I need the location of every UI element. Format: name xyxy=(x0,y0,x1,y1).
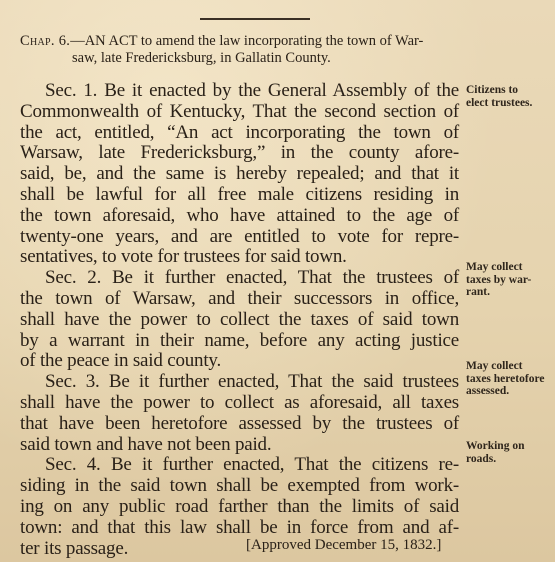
margin-note-line: May collect xyxy=(466,360,523,372)
sec-1-line-5: said, be, and the same is hereby repealed; and that it xyxy=(20,163,459,185)
sec-2-line-4: by a warrant in their name, before any acting justice xyxy=(20,329,459,351)
margin-note-line: Citizens to xyxy=(466,84,519,96)
sec-1-line-1: Sec. 1. Be it enacted by the General Assembly of the xyxy=(45,80,459,101)
margin-note-line: rant. xyxy=(466,286,490,298)
chapter-heading xyxy=(20,33,460,67)
sec-1-line-8: twenty-one years, and are entitled to vote for repre- xyxy=(20,225,459,247)
sec-1-line-2: Commonwealth of Kentucky, That the second section of xyxy=(20,100,459,122)
sec-1-line-6: shall be lawful for all free male citizens residing in xyxy=(20,183,459,205)
margin-note-line: assessed. xyxy=(466,385,510,397)
act-body xyxy=(20,81,459,559)
sec-2-line-2: the town of Warsaw, and their successors in office, xyxy=(20,287,459,309)
margin-note-line: elect trustees. xyxy=(466,96,533,109)
chapter-number: Chap. 6. xyxy=(20,33,71,49)
sec-2-line-5: of the peace in said county. xyxy=(20,350,222,372)
margin-note-line: taxes heretofore xyxy=(466,372,545,385)
sec-3-line-4: said town and have not been paid. xyxy=(20,433,272,455)
sec-4-line-4: town: and that this law shall be in force from and af- xyxy=(20,516,459,538)
sec-4-line-5: ter its passage. xyxy=(20,537,129,559)
top-rule xyxy=(200,18,310,20)
approval-date: [Approved December 15, 1832.] xyxy=(246,537,442,553)
margin-note-line: Working on xyxy=(466,440,525,452)
act-title-line-1: —AN ACT to amend the law incorporating the town of War- xyxy=(70,33,424,49)
act-title-line-2: saw, late Fredericksburg, in Gallatin County. xyxy=(72,50,331,66)
sec-1-line-9: sentatives, to vote for trustees for said town. xyxy=(20,246,347,268)
margin-note-sec-4 xyxy=(466,440,550,465)
margin-note-sec-1 xyxy=(466,84,550,109)
sec-3-line-1: Sec. 3. Be it further enacted, That the said trustees xyxy=(45,371,459,393)
sec-3-line-2: shall have the power to collect as aforesaid, all taxes xyxy=(20,391,459,413)
margin-note-sec-2 xyxy=(466,261,550,299)
sec-1-line-3: the act, entitled, “An act incorporating the town of xyxy=(20,121,459,143)
sec-1-line-4: Warsaw, late Fredericksburg,” in the county afore- xyxy=(20,142,459,164)
margin-note-line: roads. xyxy=(466,452,497,465)
sec-3-line-3: that have been heretofore assessed by the trustees of xyxy=(20,412,459,434)
sec-2-line-1: Sec. 2. Be it further enacted, That the trustees of xyxy=(45,267,459,289)
sec-4-line-3: ing on any public road farther than the limits of said xyxy=(20,495,459,517)
sec-4-line-2: siding in the said town shall be exempted from work- xyxy=(20,475,459,497)
sec-1-line-7: the town aforesaid, who have attained to the age of xyxy=(20,204,459,226)
margin-note-line: May collect xyxy=(466,261,523,273)
margin-note-line: taxes by war- xyxy=(466,273,532,286)
sec-4-line-1: Sec. 4. Be it further enacted, That the citizens re- xyxy=(45,454,459,476)
margin-note-sec-3 xyxy=(466,360,550,398)
sec-2-line-3: shall have the power to collect the taxes of said town xyxy=(20,308,459,330)
